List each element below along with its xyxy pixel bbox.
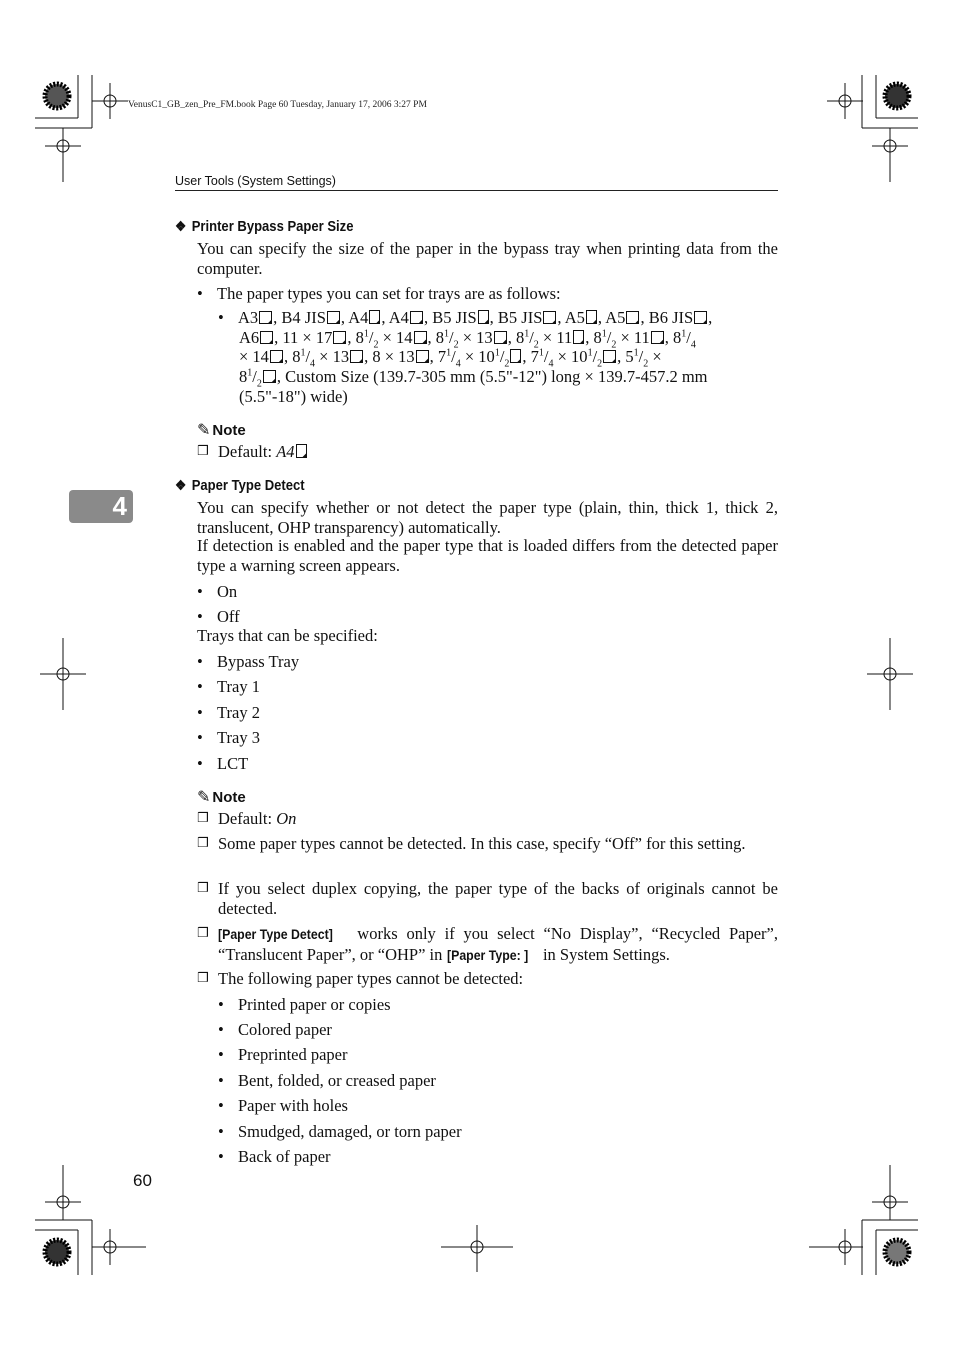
key-paper-type: [Paper Type: ] xyxy=(446,946,528,963)
landscape-icon xyxy=(494,331,507,344)
running-header: User Tools (System Settings) xyxy=(175,174,778,191)
portrait-icon xyxy=(573,330,584,344)
section-title-text: Paper Type Detect xyxy=(191,478,305,494)
landscape-icon xyxy=(259,311,272,324)
list-item: • Preprinted paper xyxy=(218,1045,348,1064)
section-description: You can specify the size of the paper in the bypass tray when printing data from the computer. xyxy=(197,239,778,278)
landscape-icon xyxy=(350,350,363,363)
section-title-text: Printer Bypass Paper Size xyxy=(191,219,354,235)
note-item: ❒ Some paper types cannot be detected. In this case, specify “Off” for this setting. xyxy=(197,834,746,853)
section-printer-bypass-title xyxy=(175,218,353,235)
landscape-icon xyxy=(410,311,423,324)
note-heading xyxy=(197,787,246,806)
paper-sizes-line: $8^1/_2$ , Custom Size (139.7-305 mm (5.5"-12") long × 139.7-457.2 mm xyxy=(239,367,708,390)
landscape-icon xyxy=(327,311,340,324)
list-item: • Off xyxy=(197,607,240,626)
note-item: ❒ If you select duplex copying, the paper type of the backs of originals cannot be detected. xyxy=(197,879,778,918)
print-info-line: VenusC1_GB_zen_Pre_FM.book Page 60 Tuesday, January 17, 2006 3:27 PM xyxy=(128,100,427,110)
landscape-icon xyxy=(333,331,346,344)
paper-sizes-line: A6 , 11 × 17 , $8^1/_2 \times 14$ , $8^1/_2 \times 13$ , $8^1/_2 \times 11$ , $8^1/_2 \times 11$ , $8^1/_4$ xyxy=(239,328,696,351)
list-item: • Tray 1 xyxy=(197,677,260,696)
portrait-icon xyxy=(510,349,521,363)
list-item: • Colored paper xyxy=(218,1020,332,1039)
portrait-icon xyxy=(296,444,307,458)
checkbox-icon: ❒ xyxy=(197,811,209,826)
landscape-icon xyxy=(651,331,664,344)
landscape-icon xyxy=(694,311,707,324)
landscape-icon xyxy=(414,331,427,344)
pencil-icon: ✎ xyxy=(197,787,211,806)
portrait-icon xyxy=(586,310,597,324)
list-item-text: The paper types you can set for trays are as follows: xyxy=(217,284,561,303)
list-item: • Paper with holes xyxy=(218,1096,348,1115)
note-item: ❒ [Paper Type Detect] works only if you select “No Display”, “Recycled Paper”, “Translucent Paper”, or “OHP” in [Paper Type: ] in System Settings. xyxy=(197,924,778,964)
list-item: • Smudged, damaged, or torn paper xyxy=(218,1122,462,1141)
list-item: • Bypass Tray xyxy=(197,652,300,671)
landscape-icon xyxy=(416,350,429,363)
default-label: Default: xyxy=(218,442,277,461)
landscape-icon xyxy=(543,311,556,324)
trays-label: Trays that can be specified: xyxy=(197,626,378,645)
portrait-icon xyxy=(369,310,380,324)
portrait-icon xyxy=(478,310,489,324)
list-item: • Back of paper xyxy=(218,1147,331,1166)
page-number: 60 xyxy=(133,1171,152,1190)
checkbox-icon: ❒ xyxy=(197,971,209,986)
checkbox-icon: ❒ xyxy=(197,881,209,896)
list-item: • Printed paper or copies xyxy=(218,995,391,1014)
paper-sizes-line: × 14 , $8^1/_4 \times 13$ , 8 × 13 , $7^1/_4 \times 10^1/_2$ , $7^1/_4 \times 10^1/_2$ , $5^1/_2$ × xyxy=(239,347,662,370)
key-paper-type-detect: [Paper Type Detect] xyxy=(218,926,333,942)
pencil-icon: ✎ xyxy=(197,420,211,439)
list-item: • Tray 2 xyxy=(197,703,260,722)
section-paper-type-detect-title xyxy=(175,477,305,494)
checkbox-icon: ❒ xyxy=(197,926,209,941)
landscape-icon xyxy=(626,311,639,324)
list-item: • Bent, folded, or creased paper xyxy=(218,1071,436,1090)
section-description: If detection is enabled and the paper type that is loaded differs from the detected paper type a warning screen appears. xyxy=(197,536,778,575)
chapter-tab xyxy=(69,490,133,523)
landscape-icon xyxy=(270,350,283,363)
note-label: Note xyxy=(212,422,246,439)
paper-sizes-line: (5.5"-18") wide) xyxy=(239,387,348,406)
diamond-bullet-icon: ❖ xyxy=(175,218,187,234)
note-item: ❒ The following paper types cannot be detected: xyxy=(197,969,524,988)
checkbox-icon: ❒ xyxy=(197,444,209,459)
landscape-icon xyxy=(263,370,276,383)
list-item: • On xyxy=(197,582,238,601)
list-item: • Tray 3 xyxy=(197,728,260,747)
list-item: • The paper types you can set for trays are as follows: xyxy=(197,284,561,303)
paper-sizes-list: • A3 , B4 JIS , A4 , A4 , B5 JIS , B5 JIS , A5 , A5 , B6 JIS , xyxy=(218,308,713,327)
note-label: Note xyxy=(212,789,246,806)
note-item: ❒ Default: On xyxy=(197,809,297,828)
default-value: A4 xyxy=(276,442,295,461)
checkbox-icon: ❒ xyxy=(197,836,209,851)
diamond-bullet-icon: ❖ xyxy=(175,477,187,493)
chapter-number: 4 xyxy=(112,491,127,521)
note-item xyxy=(197,442,778,462)
note-heading xyxy=(197,420,246,439)
landscape-icon xyxy=(260,331,273,344)
landscape-icon xyxy=(603,350,616,363)
list-item: • LCT xyxy=(197,754,249,773)
section-description: You can specify whether or not detect the paper type (plain, thin, thick 1, thick 2, translucent, OHP transparency) automatically. xyxy=(197,498,778,537)
default-value: On xyxy=(276,809,297,828)
